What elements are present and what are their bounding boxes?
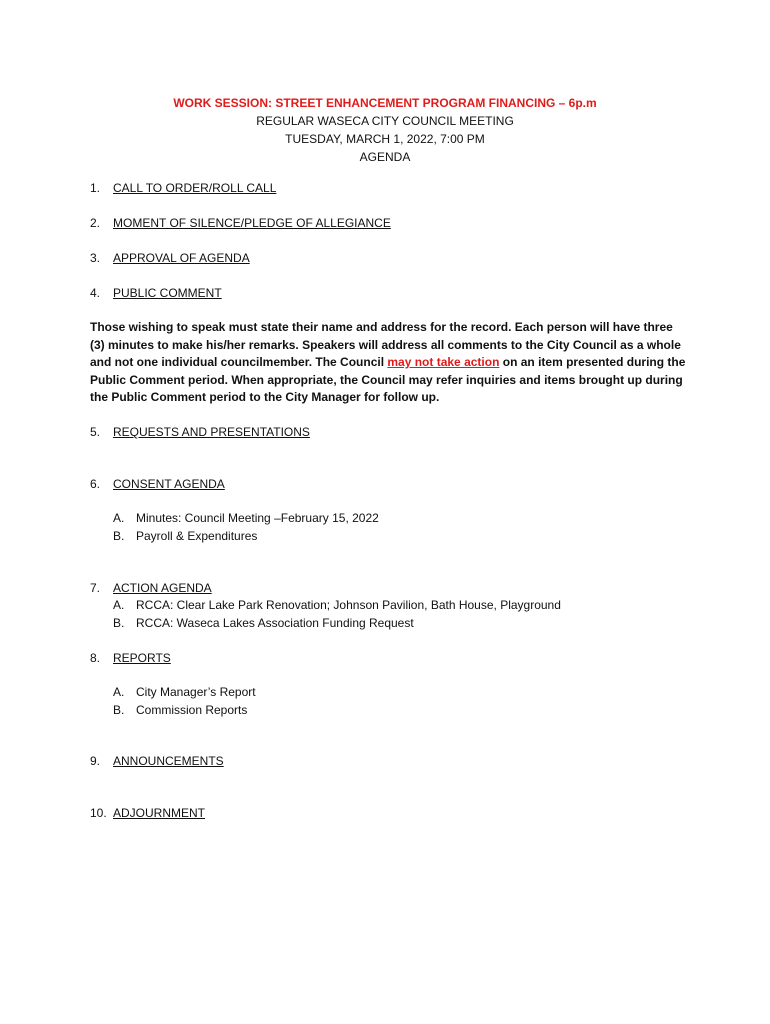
item-label: ADJOURNMENT (113, 806, 205, 820)
sub-item-letter: B. (113, 703, 125, 717)
agenda-item (90, 251, 250, 265)
meeting-date: TUESDAY, MARCH 1, 2022, 7:00 PM (285, 132, 485, 146)
item-label: PUBLIC COMMENT (113, 286, 222, 300)
item-label: ACTION AGENDA (113, 581, 212, 595)
sub-item-text: RCCA: Waseca Lakes Association Funding Request (136, 616, 414, 630)
action-sub-item (113, 598, 561, 612)
sub-item-letter: A. (113, 685, 125, 699)
sub-item-letter: B. (113, 616, 125, 630)
item-number: 4. (90, 286, 101, 300)
reports-sub-item (113, 703, 247, 717)
item-number: 1. (90, 181, 101, 195)
item-label: CONSENT AGENDA (113, 477, 225, 491)
item-number: 6. (90, 477, 101, 491)
item-number: 8. (90, 651, 101, 665)
consent-sub-item (113, 529, 257, 543)
sub-item-letter: A. (113, 598, 125, 612)
agenda-item (90, 216, 391, 230)
sub-item-text: Payroll & Expenditures (136, 529, 258, 543)
agenda-item (90, 286, 222, 300)
agenda-item (90, 754, 224, 768)
public-comment-text-before: Those wishing to speak must state their name and address for the record. Each person will have three (3) minutes to make his/her remarks. Speakers will address all comments to the City Council as a whole and not one individual councilmember. The Council (90, 320, 681, 369)
agenda-header (0, 94, 770, 166)
item-label: MOMENT OF SILENCE/PLEDGE OF ALLEGIANCE (113, 216, 391, 230)
agenda-heading: AGENDA (359, 150, 411, 164)
item-number: 5. (90, 425, 101, 439)
item-number: 2. (90, 216, 101, 230)
sub-item-text: RCCA: Clear Lake Park Renovation; Johnson Pavilion, Bath House, Playground (136, 598, 561, 612)
item-label: REPORTS (113, 651, 171, 665)
item-number: 3. (90, 251, 101, 265)
reports-sub-item (113, 685, 256, 699)
meeting-title: REGULAR WASECA CITY COUNCIL MEETING (256, 114, 514, 128)
action-sub-item (113, 616, 414, 630)
item-label: APPROVAL OF AGENDA (113, 251, 250, 265)
agenda-item (90, 477, 225, 491)
item-number: 7. (90, 581, 101, 595)
sub-item-letter: A. (113, 511, 125, 525)
consent-sub-item (113, 511, 379, 525)
public-comment-paragraph (90, 319, 690, 407)
item-number: 9. (90, 754, 101, 768)
public-comment-highlight: may not take action (387, 355, 500, 369)
agenda-item (90, 651, 171, 665)
agenda-item (90, 181, 276, 195)
sub-item-letter: B. (113, 529, 125, 543)
work-session-title: WORK SESSION: STREET ENHANCEMENT PROGRAM FINANCING – 6p.m (173, 96, 597, 110)
item-label: ANNOUNCEMENTS (113, 754, 224, 768)
sub-item-text: City Manager’s Report (136, 685, 256, 699)
public-comment-text-after: on an item presented during the Public Comment period. When appropriate, the Council may refer inquiries and items brought up during the Public Comment period to the City Manager for follow up. (90, 355, 686, 404)
agenda-item (90, 581, 212, 595)
agenda-item (90, 806, 205, 820)
agenda-item (90, 425, 310, 439)
sub-item-text: Commission Reports (136, 703, 248, 717)
item-label: REQUESTS AND PRESENTATIONS (113, 425, 310, 439)
sub-item-text: Minutes: Council Meeting –February 15, 2022 (136, 511, 379, 525)
item-number: 10. (90, 806, 107, 820)
item-label: CALL TO ORDER/ROLL CALL (113, 181, 277, 195)
